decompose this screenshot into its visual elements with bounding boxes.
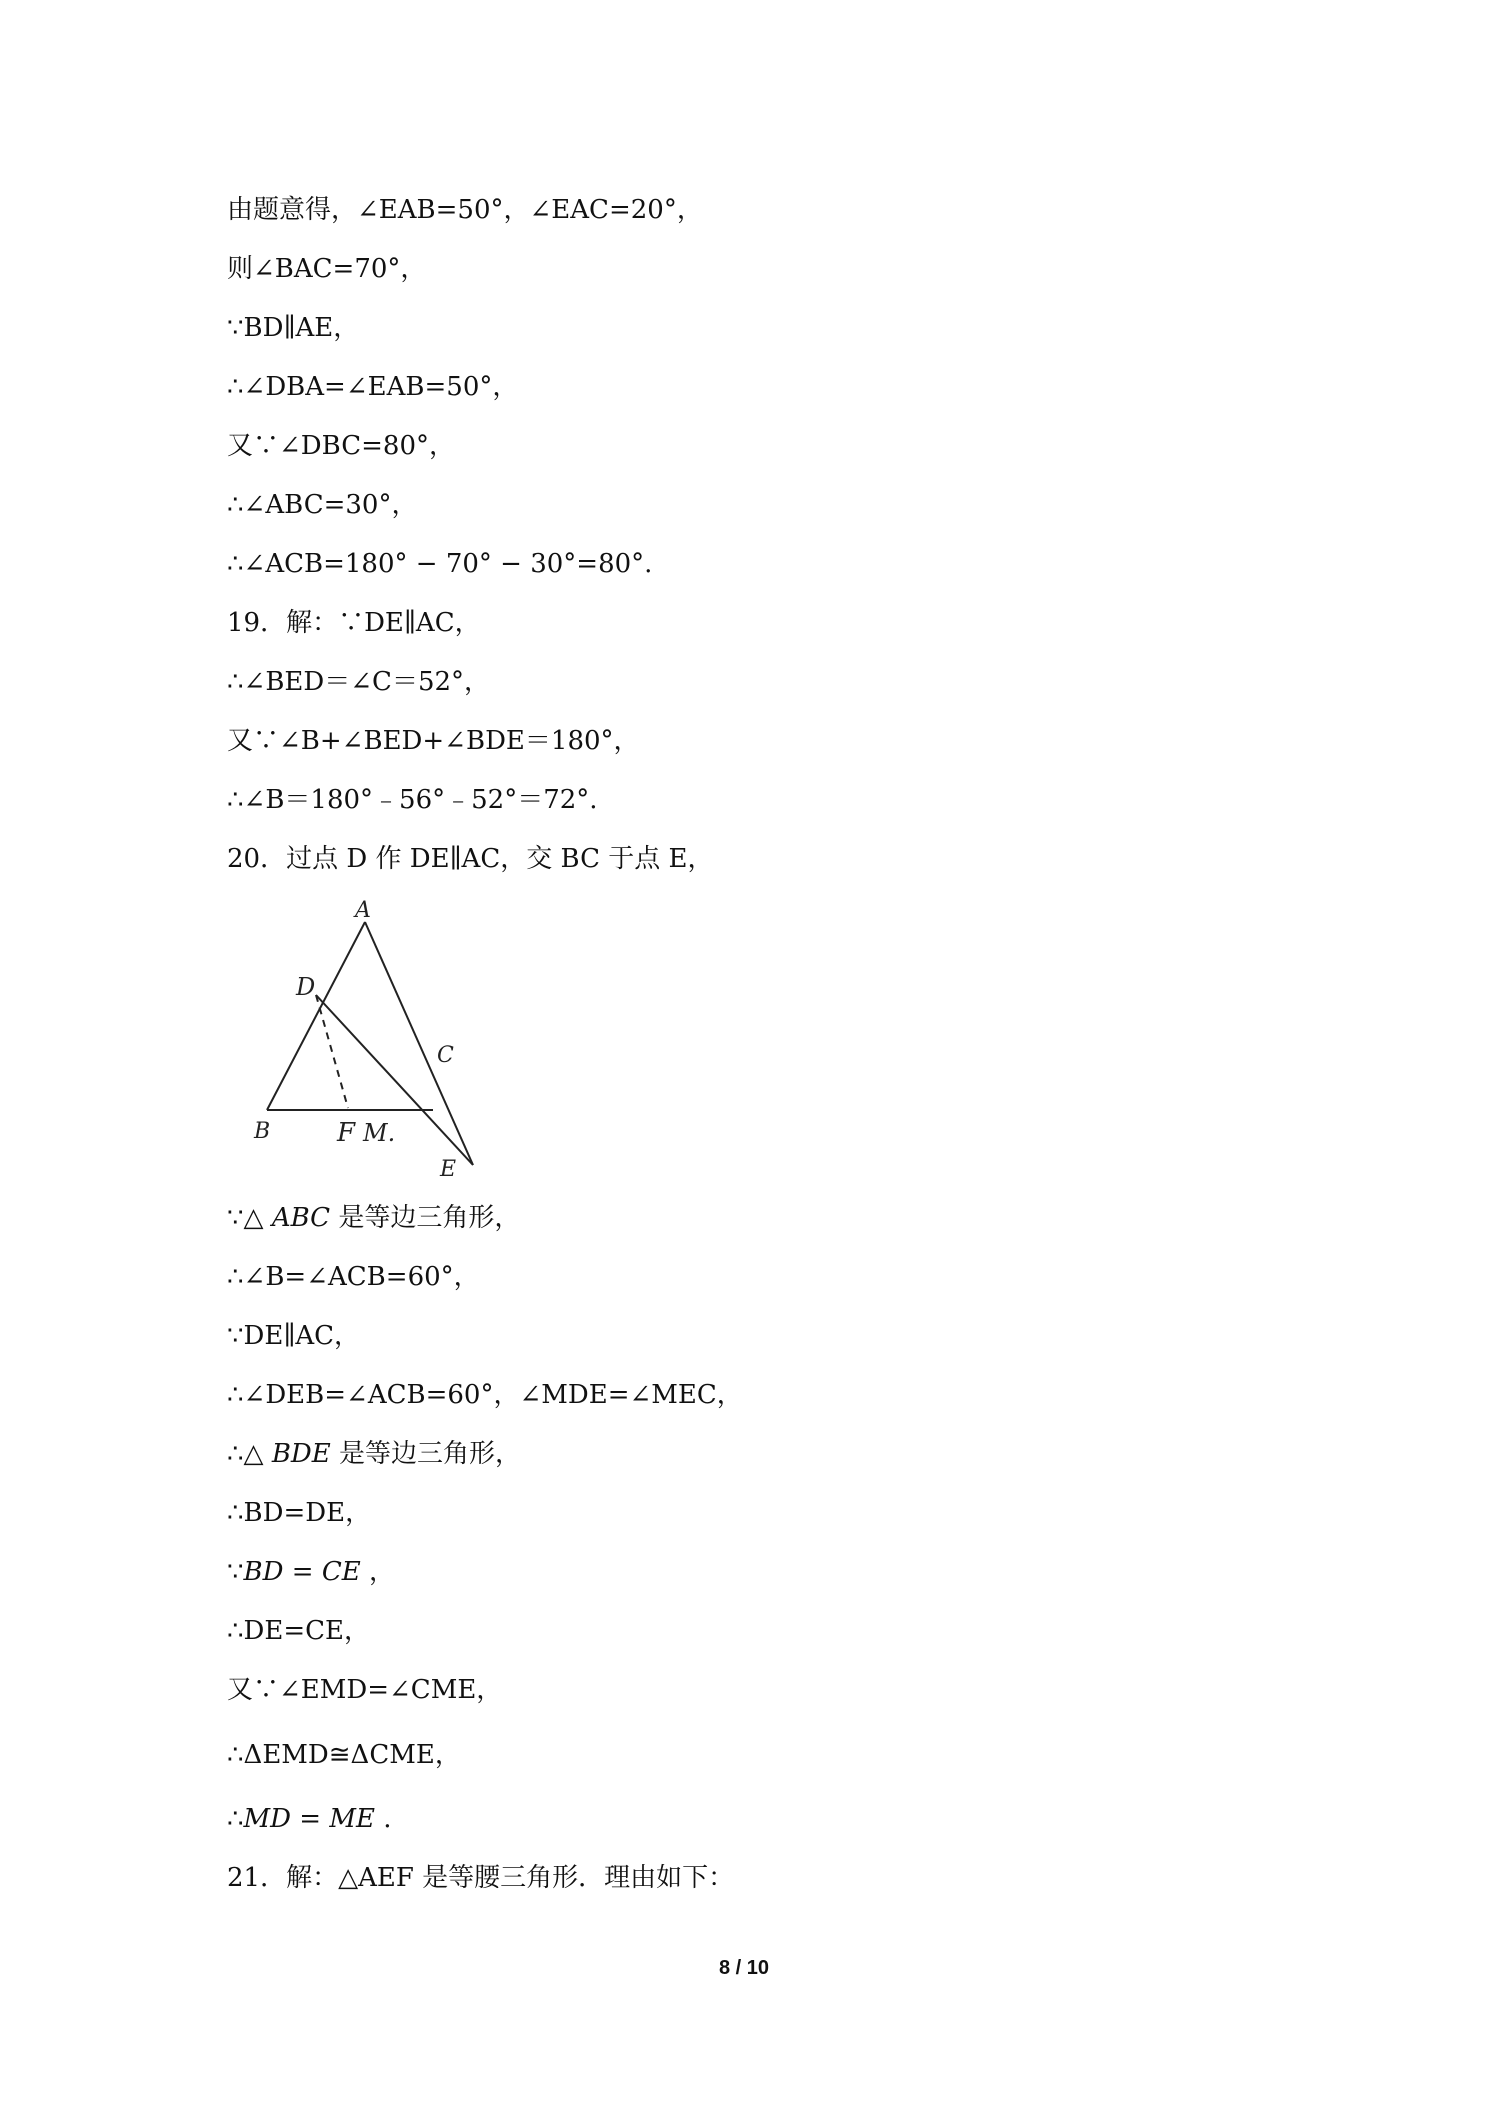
page-number: 8 / 10 — [718, 1957, 770, 1979]
text-line: 19．解：∵DE∥AC， — [227, 608, 481, 638]
text-line: ∵BD∥AE， — [227, 313, 360, 343]
text-seg: ， — [360, 1557, 395, 1587]
text-line: ∴ΔEMD≅ΔCME， — [227, 1740, 461, 1770]
text-line — [227, 1201, 520, 1235]
math-expr: MD = ME — [243, 1804, 375, 1834]
text-line: 则∠BAC=70°， — [227, 254, 427, 284]
text-line: ∴∠DBA=∠EAB=50°， — [227, 372, 519, 402]
label-b: B — [254, 1119, 271, 1144]
text-line: ∴∠B＝180°﹣56°﹣52°＝72°. — [227, 785, 598, 815]
text-line: ∴BD=DE， — [227, 1498, 372, 1528]
text-line: 又∵∠DBC=80°， — [227, 431, 455, 461]
math-expr: BDE — [271, 1439, 331, 1469]
text-seg: 是等边三角形， — [330, 1203, 521, 1233]
text-line: ∴∠ABC=30°， — [227, 490, 418, 520]
text-line: ∴∠B=∠ACB=60°， — [227, 1262, 480, 1292]
label-a: A — [355, 898, 371, 923]
text-seg: ∴ — [227, 1804, 244, 1834]
text-seg: . — [374, 1804, 392, 1834]
segment-ab — [267, 922, 365, 1110]
math-expr: BD = CE — [243, 1557, 361, 1587]
label-e: E — [440, 1157, 457, 1182]
label-d: D — [296, 973, 316, 1001]
text-seg: ∵△ — [227, 1203, 272, 1233]
text-line: 又∵∠EMD=∠CME， — [227, 1675, 503, 1705]
label-c: C — [437, 1043, 454, 1068]
text-line: 20．过点 D 作 DE∥AC，交 BC 于点 E， — [227, 844, 714, 874]
text-line: ∴DE=CE， — [227, 1616, 371, 1646]
text-line: 由题意得，∠EAB=50°，∠EAC=20°， — [227, 195, 703, 225]
text-line — [227, 1802, 391, 1836]
text-line: ∴∠DEB=∠ACB=60°，∠MDE=∠MEC， — [227, 1380, 743, 1410]
text-line: ∴∠BED＝∠C＝52°， — [227, 667, 491, 697]
geometry-figure — [240, 895, 490, 1185]
text-line: 又∵∠B+∠BED+∠BDE＝180°， — [227, 726, 640, 756]
text-seg: ∵ — [227, 1557, 244, 1587]
text-line: 21．解：△AEF 是等腰三角形．理由如下： — [227, 1863, 735, 1893]
label-m: M. — [363, 1119, 396, 1147]
text-line: ∴∠ACB=180° − 70° − 30°=80°. — [227, 549, 653, 579]
text-line — [227, 1437, 521, 1471]
label-f: F — [337, 1118, 356, 1148]
math-expr: ABC — [271, 1203, 331, 1233]
text-line: ∵DE∥AC， — [227, 1321, 361, 1351]
text-seg: 是等边三角形， — [330, 1439, 522, 1469]
text-line — [227, 1555, 395, 1589]
text-seg: ∴△ — [227, 1439, 272, 1469]
